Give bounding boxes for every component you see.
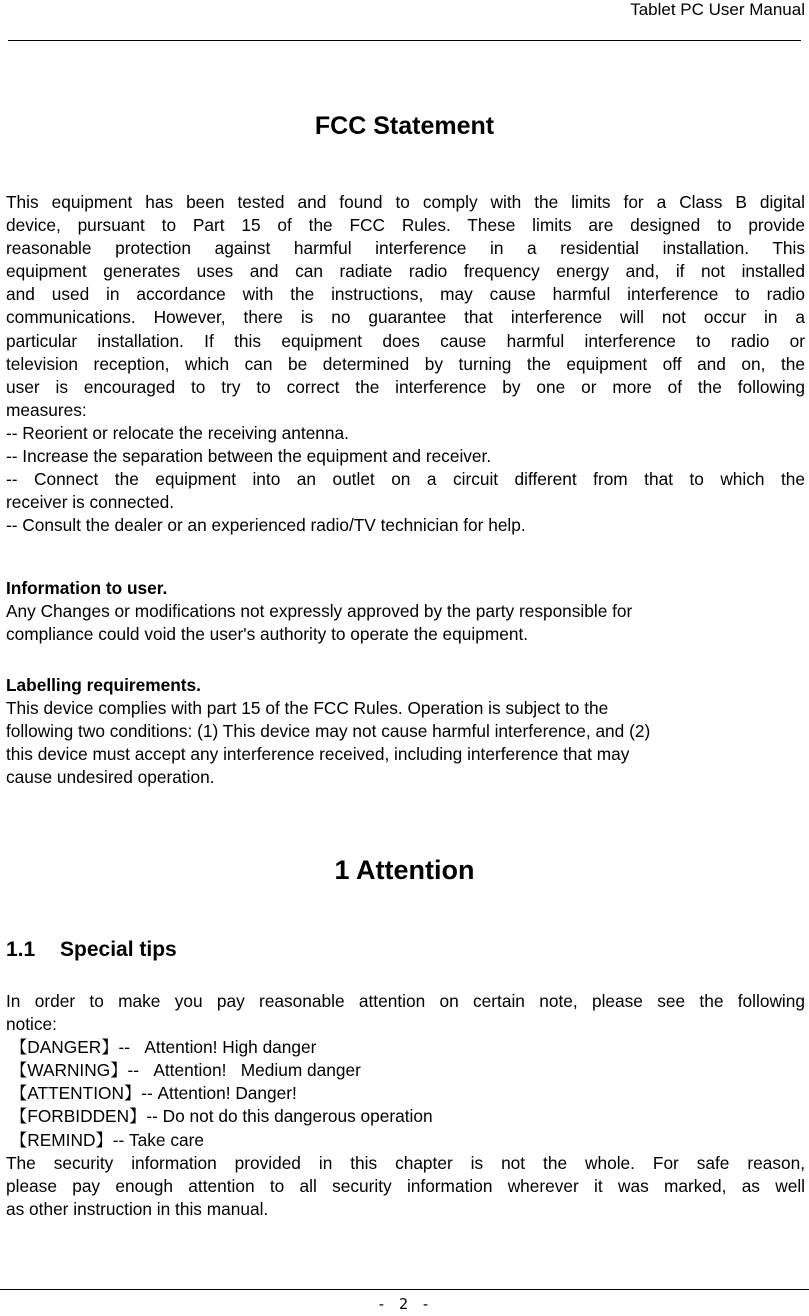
labelling-requirements [6, 674, 805, 789]
notice-remind: 【REMIND】-- Take care [10, 1129, 204, 1150]
text-line: user is encouraged to try to correct the interference by one or more of the following [6, 376, 805, 397]
fcc-paragraph [6, 191, 805, 537]
text-line: as other instruction in this manual. [6, 1198, 269, 1219]
chapter-title: 1 Attention [334, 855, 475, 885]
text-line: In order to make you pay reasonable attention on certain note, please see the following [6, 991, 805, 1011]
labelling-heading: Labelling requirements. [6, 675, 201, 695]
text-line: this device must accept any interference received, including interference that may [6, 744, 630, 765]
notice-warning: 【WARNING】-- Attention! Medium danger [10, 1060, 361, 1081]
text-line: compliance could void the user's authority to operate the equipment. [6, 624, 529, 645]
notice-danger: 【DANGER】-- Attention! High danger [10, 1037, 317, 1058]
text-line: This device complies with part 15 of the FCC Rules. Operation is subject to the [6, 698, 609, 719]
text-line: The security information provided in this chapter is not the whole. For safe reason, [6, 1152, 805, 1173]
measure-item: -- Increase the separation between the equipment and receiver. [6, 446, 492, 467]
text-line: please pay enough attention to all security information wherever it was marked, as well [6, 1175, 805, 1196]
information-to-user [6, 577, 805, 646]
text-line: particular installation. If this equipment does cause harmful interference to radio or [6, 330, 805, 351]
text-line: This equipment has been tested and found to comply with the limits for a Class B digital [6, 192, 805, 212]
text-line: cause undesired operation. [6, 767, 215, 788]
text-line: Any Changes or modifications not expressly approved by the party responsible for [6, 601, 633, 622]
notice-attention: 【ATTENTION】-- Attention! Danger! [10, 1083, 297, 1104]
text-line: communications. However, there is no guarantee that interference will not occur in a [6, 307, 805, 328]
text-line: following two conditions: (1) This device may not cause harmful interference, and (2) [6, 721, 651, 742]
measure-item: -- Consult the dealer or an experienced radio/TV technician for help. [6, 515, 526, 536]
text-line: reasonable protection against harmful interference in a residential installation. This [6, 238, 805, 259]
measure-item-continued: receiver is connected. [6, 492, 175, 513]
section-title: Special tips [60, 938, 177, 961]
text-line: notice: [6, 1014, 57, 1035]
section-number: 1.1 [6, 938, 36, 961]
measure-item: -- Connect the equipment into an outlet on a circuit different from that to which the [6, 469, 805, 490]
fcc-statement-title: FCC Statement [314, 112, 495, 140]
text-line: television reception, which can be determined by turning the equipment off and on, the [6, 353, 805, 374]
header-divider [8, 40, 801, 41]
page-number: - 2 - [376, 1295, 433, 1313]
manual-title: Tablet PC User Manual [630, 0, 805, 19]
info-heading: Information to user. [6, 578, 168, 598]
text-line: device, pursuant to Part 15 of the FCC Rules. These limits are designed to provide [6, 215, 805, 236]
text-line: and used in accordance with the instructions, may cause harmful interference to radio [6, 284, 805, 305]
text-line: equipment generates uses and can radiate radio frequency energy and, if not installed [6, 261, 805, 282]
special-tips-body [6, 990, 805, 1221]
notice-forbidden: 【FORBIDDEN】-- Do not do this dangerous operation [10, 1106, 433, 1127]
section-heading [6, 938, 177, 962]
footer-divider [0, 1289, 809, 1290]
measure-item: -- Reorient or relocate the receiving antenna. [6, 422, 349, 443]
text-line: measures: [6, 399, 87, 420]
